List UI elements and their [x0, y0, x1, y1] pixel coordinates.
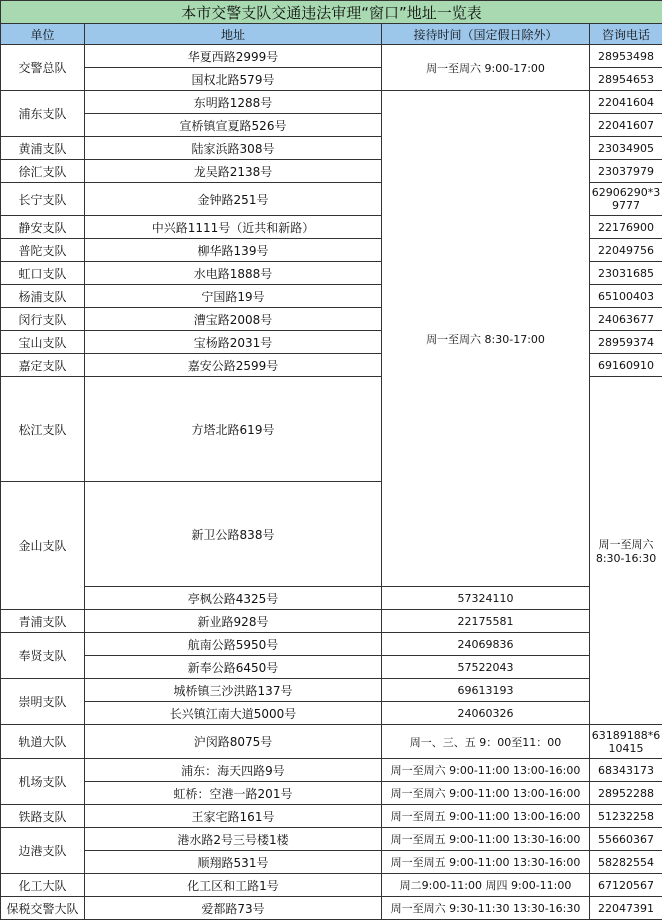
hours-cell: 周二9:00-11:00 周四 9:00-11:00	[382, 874, 590, 897]
unit-cell: 边港支队	[1, 828, 85, 874]
table-row	[1, 633, 662, 656]
table-row	[1, 610, 662, 633]
unit-cell: 轨道大队	[1, 725, 85, 759]
hours-cell: 周一至周六 9:00-11:00 13:00-16:00	[382, 782, 590, 805]
table-title: 本市交警支队交通违法审理“窗口”地址一览表	[1, 1, 662, 24]
table-row	[1, 805, 662, 828]
phone-cell: 57522043	[382, 656, 590, 679]
table-row	[1, 782, 662, 805]
phone-cell: 69613193	[382, 679, 590, 702]
address-cell: 柳华路139号	[85, 239, 382, 262]
phone-cell: 23034905	[590, 137, 662, 160]
hours-cell: 周一至周六 9:30-11:30 13:30-16:30	[382, 897, 590, 920]
phone-cell: 24063677	[590, 308, 662, 331]
phone-cell: 65100403	[590, 285, 662, 308]
unit-cell: 普陀支队	[1, 239, 85, 262]
address-cell: 浦东：海天四路9号	[85, 759, 382, 782]
table-row	[1, 587, 662, 610]
unit-cell: 闵行支队	[1, 308, 85, 331]
phone-cell: 62906290*39777	[590, 183, 662, 216]
table-row	[1, 759, 662, 782]
phone-cell: 28953498	[590, 45, 662, 68]
phone-cell: 57324110	[382, 587, 590, 610]
address-cell: 顺翔路531号	[85, 851, 382, 874]
address-cell: 嘉安公路2599号	[85, 354, 382, 377]
phone-cell: 58282554	[590, 851, 662, 874]
unit-cell: 徐汇支队	[1, 160, 85, 183]
address-cell: 金钟路251号	[85, 183, 382, 216]
unit-cell: 松江支队	[1, 377, 85, 482]
table-row	[1, 874, 662, 897]
address-cell: 航南公路5950号	[85, 633, 382, 656]
table-row	[1, 851, 662, 874]
table-row	[1, 725, 662, 759]
unit-cell: 杨浦支队	[1, 285, 85, 308]
header-address: 地址	[85, 24, 382, 45]
table-row	[1, 91, 662, 114]
address-cell: 漕宝路2008号	[85, 308, 382, 331]
address-cell: 港水路2号三号楼1楼	[85, 828, 382, 851]
phone-cell: 24069836	[382, 633, 590, 656]
phone-cell: 23031685	[590, 262, 662, 285]
unit-cell: 保税交警大队	[1, 897, 85, 920]
hours-cell: 周一至周五 9:00-11:00 13:30-16:00	[382, 851, 590, 874]
address-cell: 宝杨路2031号	[85, 331, 382, 354]
phone-cell: 67120567	[590, 874, 662, 897]
table-row	[1, 679, 662, 702]
unit-cell: 崇明支队	[1, 679, 85, 725]
phone-cell: 22176900	[590, 216, 662, 239]
address-cell: 新业路928号	[85, 610, 382, 633]
address-cell: 虹桥：空港一路201号	[85, 782, 382, 805]
unit-cell: 化工大队	[1, 874, 85, 897]
header-unit: 单位	[1, 24, 85, 45]
phone-cell: 63189188*610415	[590, 725, 662, 759]
address-cell: 龙吴路2138号	[85, 160, 382, 183]
hours-cell: 周一至周五 9:00-11:00 13:30-16:00	[382, 828, 590, 851]
phone-cell: 28952288	[590, 782, 662, 805]
phone-cell: 28959374	[590, 331, 662, 354]
unit-cell: 青浦支队	[1, 610, 85, 633]
address-cell: 中兴路1111号（近共和新路）	[85, 216, 382, 239]
phone-cell: 22175581	[382, 610, 590, 633]
address-cell: 方塔北路619号	[85, 377, 382, 482]
header-hours: 接待时间（国定假日除外）	[382, 24, 590, 45]
address-cell: 亭枫公路4325号	[85, 587, 382, 610]
table-row	[1, 45, 662, 68]
hours-cell: 周一至周六 9:00-11:00 13:00-16:00	[382, 759, 590, 782]
unit-cell: 宝山支队	[1, 331, 85, 354]
table-row	[1, 656, 662, 679]
phone-cell: 22049756	[590, 239, 662, 262]
unit-cell: 机场支队	[1, 759, 85, 805]
hours-cell: 周一至周五 9:00-11:00 13:00-16:00	[382, 805, 590, 828]
hours-cell: 周一至周六 8:30-17:00	[382, 91, 590, 587]
phone-cell: 22041607	[590, 114, 662, 137]
hours-cell: 周一、三、五 9：00至11：00	[382, 725, 590, 759]
table-row	[1, 897, 662, 920]
address-cell: 沪闵路8075号	[85, 725, 382, 759]
unit-cell: 嘉定支队	[1, 354, 85, 377]
address-cell: 东明路1288号	[85, 91, 382, 114]
phone-cell: 23037979	[590, 160, 662, 183]
address-cell: 宁国路19号	[85, 285, 382, 308]
unit-cell: 长宁支队	[1, 183, 85, 216]
address-cell: 长兴镇江南大道5000号	[85, 702, 382, 725]
unit-cell: 交警总队	[1, 45, 85, 91]
unit-cell: 静安支队	[1, 216, 85, 239]
address-cell: 水电路1888号	[85, 262, 382, 285]
address-cell: 华夏西路2999号	[85, 45, 382, 68]
address-cell: 宣桥镇宣夏路526号	[85, 114, 382, 137]
phone-cell: 69160910	[590, 354, 662, 377]
address-cell: 新卫公路838号	[85, 482, 382, 587]
phone-cell: 28954653	[590, 68, 662, 91]
header-phone: 咨询电话	[590, 24, 662, 45]
address-cell: 爱都路73号	[85, 897, 382, 920]
address-cell: 陆家浜路308号	[85, 137, 382, 160]
unit-cell: 奉贤支队	[1, 633, 85, 679]
phone-cell: 68343173	[590, 759, 662, 782]
table-row	[1, 702, 662, 725]
phone-cell: 55660367	[590, 828, 662, 851]
address-cell: 国权北路579号	[85, 68, 382, 91]
unit-cell: 黄浦支队	[1, 137, 85, 160]
phone-cell: 22047391	[590, 897, 662, 920]
unit-cell: 金山支队	[1, 482, 85, 610]
hours-cell: 周一至周六 8:30-16:30	[590, 377, 662, 725]
unit-cell: 铁路支队	[1, 805, 85, 828]
table-row	[1, 828, 662, 851]
address-cell: 新奉公路6450号	[85, 656, 382, 679]
address-cell: 化工区和工路1号	[85, 874, 382, 897]
phone-cell: 51232258	[590, 805, 662, 828]
phone-cell: 24060326	[382, 702, 590, 725]
unit-cell: 浦东支队	[1, 91, 85, 137]
phone-cell: 22041604	[590, 91, 662, 114]
address-cell: 王家宅路161号	[85, 805, 382, 828]
unit-cell: 虹口支队	[1, 262, 85, 285]
hours-cell: 周一至周六 9:00-17:00	[382, 45, 590, 91]
address-cell: 城桥镇三沙洪路137号	[85, 679, 382, 702]
